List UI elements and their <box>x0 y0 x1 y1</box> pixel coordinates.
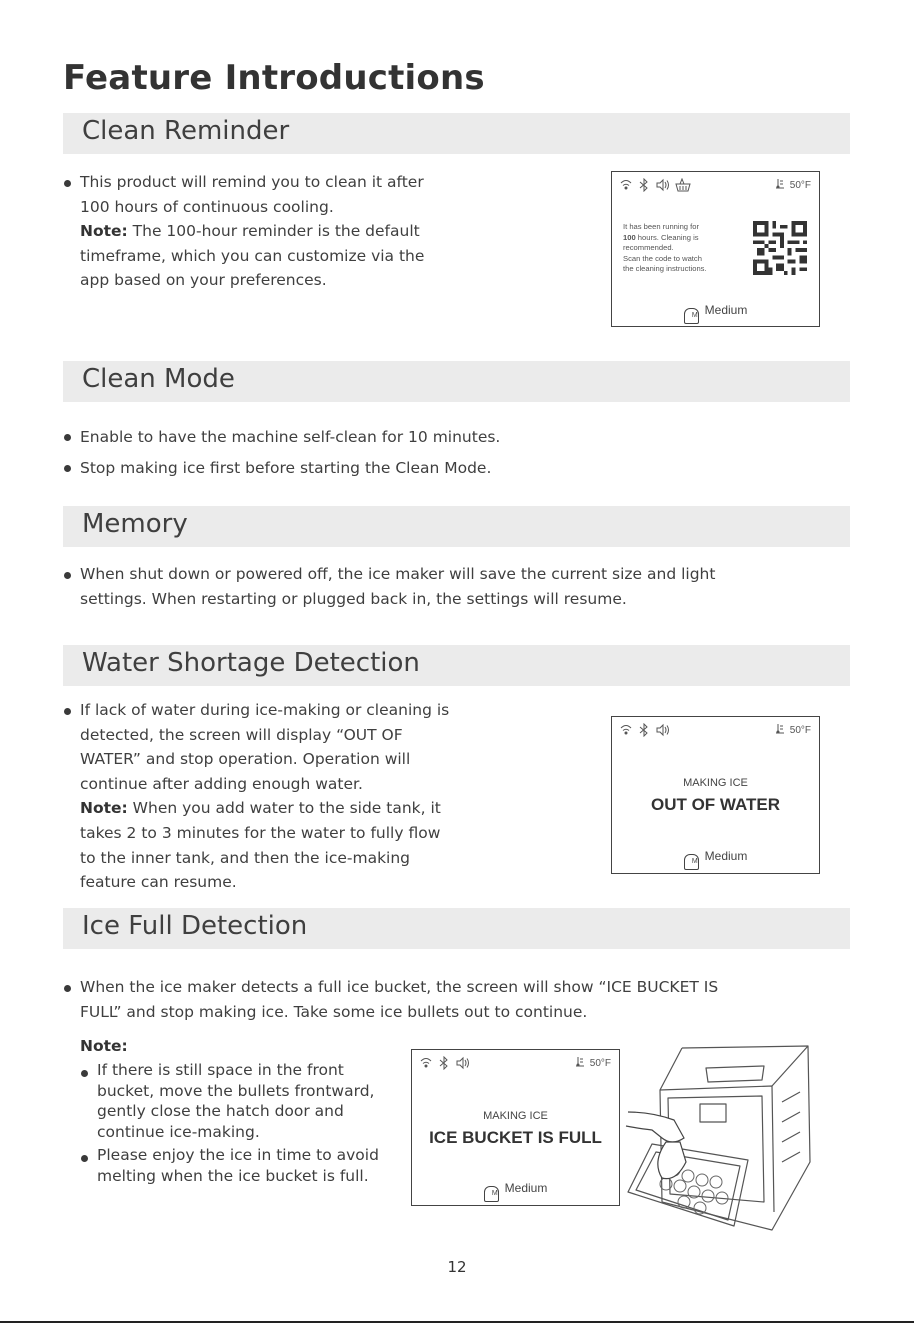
section-header-water-shortage <box>63 645 850 686</box>
thermometer-icon <box>773 723 787 735</box>
mode-indicator <box>412 1181 619 1202</box>
page-number: 12 <box>447 1258 467 1276</box>
text-line: When shut down or powered off, the ice maker will save the current size and light <box>80 565 716 583</box>
basket-icon <box>676 179 690 191</box>
display-screen-ice-full <box>411 1049 620 1206</box>
section-heading: Clean Mode <box>82 364 235 394</box>
text-line: app based on your preferences. <box>80 271 327 290</box>
bullet-dot <box>64 434 71 441</box>
msg-line: Scan the code to watch <box>623 253 702 263</box>
status-icons <box>620 723 680 737</box>
text-line: When the ice maker detects a full ice bucket, the screen will show “ICE BUCKET IS <box>80 978 719 996</box>
text-line: FULL” and stop making ice. Take some ice bullets out to continue. <box>80 1002 588 1021</box>
mode-indicator <box>612 303 819 324</box>
ice-full-note-1 <box>97 1060 407 1142</box>
temp-value: 50°F <box>789 180 811 191</box>
msg-text: hours. Cleaning is <box>635 232 699 242</box>
clean-reminder-text <box>80 170 500 293</box>
clean-message <box>623 222 707 275</box>
msg-line: It has been running for <box>623 222 699 231</box>
temperature-readout <box>573 1056 611 1069</box>
alert-text: OUT OF WATER <box>650 795 781 814</box>
text-line: When you add water to the side tank, it <box>127 799 441 818</box>
ice-maker-illustration <box>622 1042 814 1234</box>
bullet-dot <box>81 1070 88 1077</box>
speaker-icon <box>657 725 669 735</box>
text-line: If there is still space in the front <box>97 1061 344 1079</box>
display-screen-out-of-water <box>611 716 820 874</box>
text-line: continue ice-making. <box>97 1122 260 1141</box>
text-line: settings. When restarting or plugged back in, the settings will resume. <box>80 589 627 608</box>
text-line: bucket, move the bullets frontward, <box>97 1081 375 1100</box>
temp-value: 50°F <box>789 725 811 736</box>
section-heading: Clean Reminder <box>82 116 290 146</box>
bullet-dot <box>64 180 71 187</box>
text-line: Please enjoy the ice in time to avoid <box>97 1146 379 1164</box>
text-line: If lack of water during ice-making or cleaning is <box>80 701 450 719</box>
section-heading: Water Shortage Detection <box>82 648 420 678</box>
text-line: 100 hours of continuous cooling. <box>80 197 334 216</box>
thermometer-icon <box>573 1056 587 1068</box>
wifi-icon <box>621 726 631 735</box>
mode-label: Medium <box>704 849 748 863</box>
text-line: gently close the hatch door and <box>97 1102 344 1120</box>
mode-label: Medium <box>704 303 748 317</box>
section-header-ice-full <box>63 908 850 949</box>
display-screen-clean-reminder <box>611 171 820 327</box>
status-icons <box>620 178 700 192</box>
footer-divider <box>0 1321 914 1323</box>
temperature-readout <box>773 178 811 191</box>
note-label: Note: <box>80 1037 128 1055</box>
note-line <box>80 219 500 244</box>
thermometer-icon <box>773 178 787 190</box>
msg-hours: 100 <box>623 232 636 242</box>
speaker-icon <box>657 180 669 190</box>
text-line: This product will remind you to clean it after <box>80 173 424 191</box>
mode-indicator <box>612 849 819 870</box>
note-line <box>80 796 520 821</box>
text-line: takes 2 to 3 minutes for the water to fully flow <box>80 823 441 842</box>
water-shortage-text <box>80 698 520 895</box>
bullet-dot <box>81 1155 88 1162</box>
bullet-dot <box>64 572 71 579</box>
temp-value: 50°F <box>589 1058 611 1069</box>
status-text: MAKING ICE <box>483 1110 548 1122</box>
note-label: Note: <box>80 222 128 241</box>
bullet-dot <box>64 985 71 992</box>
text-line: continue after adding enough water. <box>80 774 363 793</box>
bullet-dot <box>64 708 71 715</box>
bluetooth-icon <box>640 724 647 736</box>
msg-line: the cleaning instructions. <box>623 264 707 274</box>
section-heading: Memory <box>82 509 188 539</box>
status-text: MAKING ICE <box>683 777 748 789</box>
msg-line <box>623 233 707 244</box>
text-line: feature can resume. <box>80 873 237 892</box>
speaker-icon <box>457 1058 469 1068</box>
text-line: to the inner tank, and then the ice-making <box>80 848 411 867</box>
clean-mode-bullet-1: Enable to have the machine self-clean for 10 minutes. <box>80 428 501 446</box>
mode-label: Medium <box>504 1181 548 1195</box>
text-line: detected, the screen will display “OUT OF <box>80 725 403 744</box>
qr-code-icon <box>752 221 808 275</box>
bullet-dot <box>64 465 71 472</box>
note-label: Note: <box>80 799 128 818</box>
wifi-icon <box>621 181 631 190</box>
ice-full-text <box>80 975 840 1024</box>
memory-text <box>80 562 840 611</box>
bluetooth-icon <box>440 1057 447 1069</box>
section-header-clean-mode <box>63 361 850 402</box>
wifi-icon <box>421 1059 431 1068</box>
clean-mode-bullet-2: Stop making ice first before starting the Clean Mode. <box>80 459 492 477</box>
text-line: timeframe, which you can customize via the <box>80 246 425 265</box>
temperature-readout <box>773 723 811 736</box>
alert-text: ICE BUCKET IS FULL <box>429 1128 602 1147</box>
section-header-memory <box>63 506 850 547</box>
ice-full-note-2 <box>97 1145 407 1186</box>
text-line: The 100-hour reminder is the default <box>127 222 420 241</box>
text-line: WATER” and stop operation. Operation will <box>80 750 411 769</box>
text-line: melting when the ice bucket is full. <box>97 1166 369 1185</box>
mode-icon: M <box>684 308 699 324</box>
mode-icon: M <box>484 1186 499 1202</box>
status-icons <box>420 1056 480 1070</box>
mode-icon: M <box>684 854 699 870</box>
msg-line: recommended. <box>623 243 674 253</box>
section-header-clean-reminder <box>63 113 850 154</box>
bluetooth-icon <box>640 179 647 191</box>
page-title: Feature Introductions <box>63 58 485 98</box>
section-heading: Ice Full Detection <box>82 911 308 941</box>
